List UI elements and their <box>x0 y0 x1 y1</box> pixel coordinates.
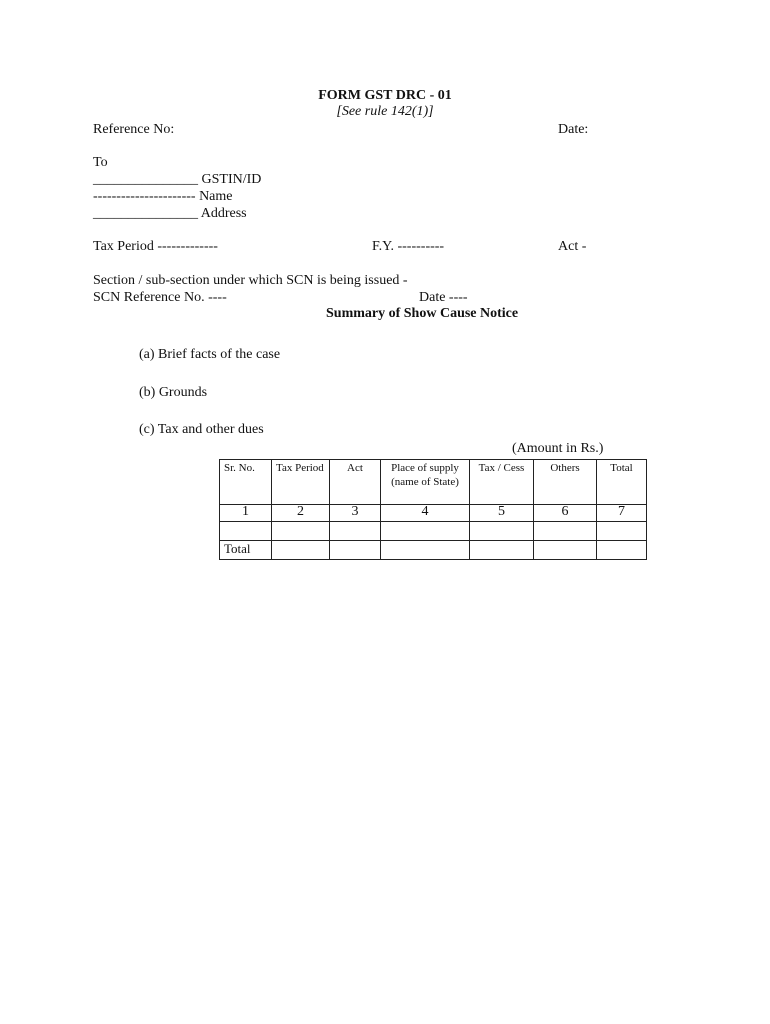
table-cell <box>272 541 330 560</box>
tax-period-line: Tax Period ------------- <box>93 239 218 254</box>
item-grounds: (b) Grounds <box>139 385 208 400</box>
reference-label: Reference No: <box>93 122 175 137</box>
header-place-of-supply: Place of supply (name of State) <box>381 460 470 505</box>
column-number: 2 <box>272 505 330 522</box>
gstin-line: _______________ GSTIN/ID <box>93 172 262 187</box>
table-cell <box>597 541 647 560</box>
item-tax-dues: (c) Tax and other dues <box>139 422 264 437</box>
total-label: Total <box>220 541 272 560</box>
scn-reference-line: SCN Reference No. ---- <box>93 290 227 305</box>
table-cell <box>381 541 470 560</box>
table-row <box>220 522 647 541</box>
table-cell <box>534 522 597 541</box>
name-line: ---------------------- Name <box>93 189 233 204</box>
table-cell <box>470 541 534 560</box>
table-cell <box>330 522 381 541</box>
header-tax-period: Tax Period <box>272 460 330 505</box>
header-act: Act <box>330 460 381 505</box>
amount-note: (Amount in Rs.) <box>512 441 604 456</box>
table-cell <box>272 522 330 541</box>
date-label: Date: <box>558 122 589 137</box>
table-cell <box>381 522 470 541</box>
header-sr-no: Sr. No. <box>220 460 272 505</box>
scn-date-line: Date ---- <box>419 290 468 305</box>
act-line: Act - <box>558 239 587 254</box>
header-tax-cess: Tax / Cess <box>470 460 534 505</box>
table-cell <box>330 541 381 560</box>
header-others: Others <box>534 460 597 505</box>
dues-table <box>219 459 647 560</box>
address-line: _______________ Address <box>93 206 247 221</box>
fy-line: F.Y. ---------- <box>372 239 445 254</box>
table-total-row <box>220 541 647 560</box>
header-total: Total <box>597 460 647 505</box>
column-number: 5 <box>470 505 534 522</box>
table-number-row <box>220 505 647 522</box>
table-cell <box>534 541 597 560</box>
summary-heading: Summary of Show Cause Notice <box>326 306 519 321</box>
table-cell <box>220 522 272 541</box>
table-cell <box>470 522 534 541</box>
column-number: 3 <box>330 505 381 522</box>
column-number: 4 <box>381 505 470 522</box>
form-title: FORM GST DRC - 01 <box>318 88 452 103</box>
item-brief-facts: (a) Brief facts of the case <box>139 347 281 362</box>
section-line: Section / sub-section under which SCN is being issued - <box>93 273 408 288</box>
column-number: 6 <box>534 505 597 522</box>
table-cell <box>597 522 647 541</box>
table-header-row <box>220 460 647 505</box>
column-number: 1 <box>220 505 272 522</box>
to-label: To <box>93 155 108 170</box>
column-number: 7 <box>597 505 647 522</box>
form-subtitle: [See rule 142(1)] <box>336 104 434 119</box>
